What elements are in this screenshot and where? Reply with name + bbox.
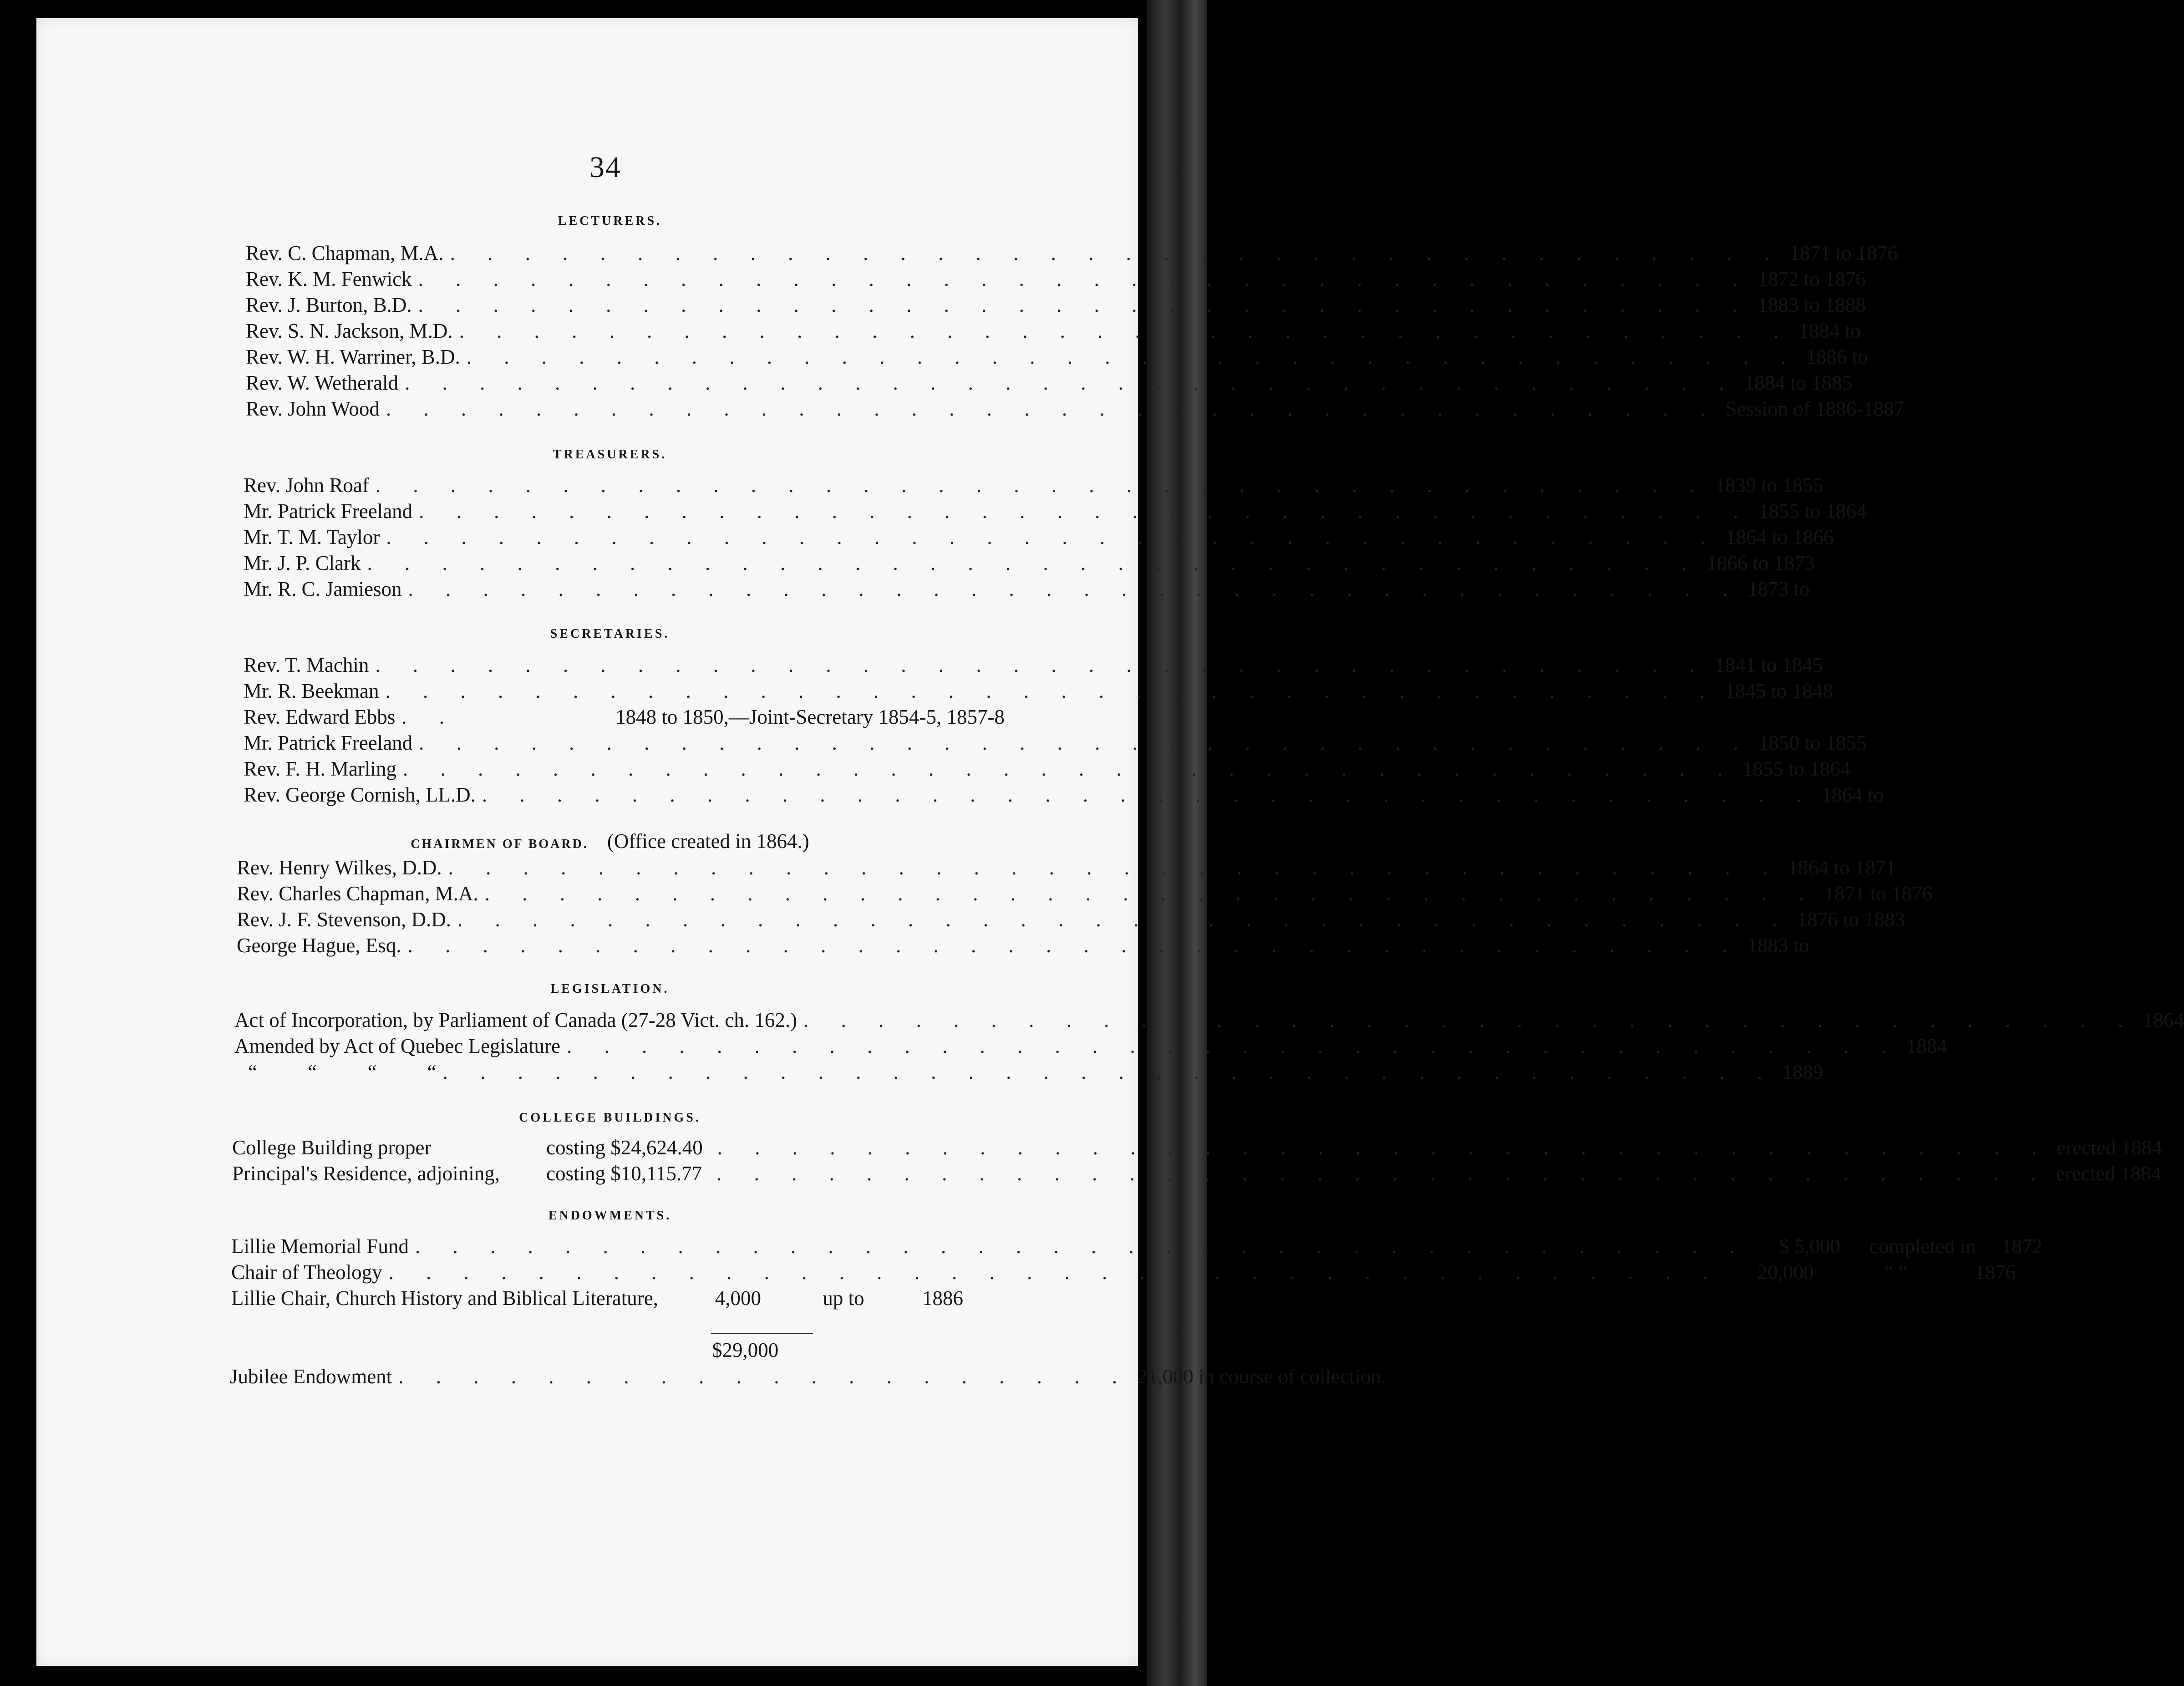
lecturers-name: Rev. W. H. Warriner, B.D. [246, 345, 460, 368]
chairmen-name: Rev. Henry Wilkes, D.D. [237, 856, 442, 879]
treasurers-dates: 1866 to 1873 [1707, 552, 1815, 574]
dot-leader: . . . . . . . . . . . . . . . . . . . . . . . . . . . . . . . . . . . . [484, 882, 1818, 905]
lecturers-row [246, 397, 1905, 424]
endowment-status: up to [823, 1287, 864, 1310]
dot-leader: . . . . . . . . . . . . . . . . . . . . . . . . . . . . . . . . . . . . [716, 1162, 2050, 1185]
secretaries-row [244, 679, 1833, 706]
treasurers-dates: 1864 to 1866 [1726, 526, 1834, 548]
dot-leader: . . . . . . . . . . . . . . . . . . . . . . . . . . . . . . . . . . . . [407, 934, 1741, 957]
jubilee-name: Jubilee Endowment [230, 1365, 392, 1388]
lecturers-dates: 1884 to [1798, 320, 1861, 342]
page-number: 34 [589, 151, 621, 184]
treasurers-name: Mr. Patrick Freeland [244, 500, 413, 523]
dot-leader: . . . . . . . . . . . . . . . . . . . . . . . . . . . . . . . . . . . . [450, 242, 1783, 264]
lecturers-name: Rev. S. N. Jackson, M.D. [246, 320, 453, 342]
endowment-amount: 20,000 [1757, 1261, 1814, 1284]
treasurers-dates: 1873 to [1747, 578, 1810, 600]
chairmen-name: Rev. J. F. Stevenson, D.D. [237, 908, 451, 931]
section-title-lecturers: LECTURERS. [558, 214, 662, 228]
endowment-row [231, 1286, 996, 1314]
legislation-row [234, 1060, 1823, 1087]
lecturers-dates: 1883 to 1888 [1757, 294, 1866, 316]
lecturers-dates: 1884 to 1885 [1744, 371, 1853, 394]
dot-leader: . . . . . . . . . . . . . . . . . . . . . . . . . . . . . . . . . . . . [457, 908, 1791, 931]
legislation-name: Amended by Act of Quebec Legislature [234, 1035, 561, 1057]
endowment-status: “ “ [1884, 1261, 1908, 1284]
lecturers-dates: 1886 to [1806, 345, 1868, 368]
legislation-year: 1864 [2143, 1009, 2184, 1031]
lecturers-name: Rev. C. Chapman, M.A. [246, 242, 444, 264]
dot-leader: . . . . . . . . . . . . . . . . . . . . . . . . . . . . . . . . . . . . [386, 397, 1719, 420]
legislation-name: Act of Incorporation, by Parliament of Canada (27-28 Vict. ch. 162.) [234, 1009, 797, 1031]
dot-leader: . . . . . . . . . . . . . . . . . . . . . . . . . . . . . . . . . . . . [385, 680, 1719, 702]
lecturers-name: Rev. K. M. Fenwick [246, 268, 412, 290]
building-name: College Building proper [232, 1136, 432, 1159]
endowment-year: 1886 [922, 1287, 963, 1310]
lecturers-row [246, 345, 1868, 372]
chairmen-row [237, 856, 1896, 883]
chairmen-dates: 1871 to 1876 [1824, 882, 1933, 905]
chairmen-name: Rev. Charles Chapman, M.A. [237, 882, 478, 905]
building-cost: costing $24,624.40 [546, 1136, 703, 1159]
endowment-amount: 4,000 [715, 1287, 761, 1310]
building-row [232, 1162, 2161, 1189]
legislation-row [234, 1008, 2184, 1036]
secretaries-dates: 1864 to [1821, 783, 1884, 806]
section-title-buildings: COLLEGE BUILDINGS. [519, 1111, 701, 1125]
dot-leader: . . . . . . . . . . . . . . . . . . . . . . . . . . . . . . . . . . . . [448, 856, 1782, 879]
dot-leader: . . . . . . . . . . . . . . . . . . . . . . . . . . . . . . . . . . . . [418, 294, 1752, 316]
dot-leader: . . . . . . . . . . . . . . . . . . . . [398, 1365, 1131, 1388]
dot-leader: . . . . . . . . . . . . . . . . . . . . . . . . . . . . . . . . . . . . [375, 654, 1709, 676]
secretaries-row [244, 653, 1823, 680]
legislation-name: “ “ “ “ [248, 1061, 437, 1083]
secretaries-name: Rev. George Cornish, LL.D. [244, 783, 476, 806]
endowment-amount: $ 5,000 [1778, 1235, 1840, 1258]
secretaries-dates: 1845 to 1848 [1725, 680, 1833, 702]
secretaries-name: Mr. Patrick Freeland [244, 731, 413, 754]
secretaries-row [244, 757, 1851, 784]
endowment-total-amount: $29,000 [712, 1339, 779, 1361]
dot-leader: . . . . . . . . . . . . . . . . . . . . . . . . . . . . . . . . . . . . [442, 1061, 1776, 1083]
lecturers-row [246, 267, 1866, 295]
chairmen-row [237, 908, 1905, 935]
lecturers-dates: 1871 to 1876 [1789, 242, 1898, 264]
endowment-year: 1872 [2001, 1235, 2042, 1258]
secretaries-dates: 1855 to 1864 [1742, 757, 1851, 780]
lecturers-row [246, 319, 1861, 346]
treasurers-name: Rev. John Roaf [244, 474, 369, 497]
lecturers-name: Rev. J. Burton, B.D. [246, 294, 412, 316]
secretaries-name: Rev. F. H. Marling [244, 757, 396, 780]
section-title-legislation: LEGISLATION. [550, 982, 670, 996]
secretaries-row [244, 783, 1884, 810]
building-row [232, 1136, 2162, 1163]
secretaries-name: Rev. Edward Ebbs [244, 706, 396, 728]
dot-leader: . . . . . . . . . . . . . . . . . . . . . . . . . . . . . . . . . . . . [405, 371, 1738, 394]
building-status: erected 1884 [2056, 1162, 2161, 1185]
endowment-year: 1876 [1975, 1261, 2016, 1284]
lecturers-row [246, 293, 1866, 320]
legislation-year: 1889 [1782, 1061, 1823, 1083]
endowment-name: Chair of Theology [231, 1261, 382, 1284]
chairmen-note: (Office created in 1864.) [607, 830, 809, 853]
treasurers-row [244, 551, 1815, 579]
chairmen-name: George Hague, Esq. [237, 934, 401, 957]
section-title-chairmen [0, 829, 1220, 853]
lecturers-dates: 1872 to 1876 [1757, 268, 1866, 290]
building-name: Principal's Residence, adjoining, [232, 1162, 500, 1185]
dot-leader: . . . . . . . . . . . . . . . . . . . . . . . . . . . . . . . . . . . . [386, 526, 1720, 548]
treasurers-dates: 1855 to 1864 [1758, 500, 1867, 523]
dot-leader: . . . . . . . . . . . . . . . . . . . . . . . . . . . . . . . . . . . . [717, 1136, 2051, 1159]
dot-leader: . . . . . . . . . . . . . . . . . . . . . . . . . . . . . . . . . . . . [482, 783, 1815, 806]
endowment-name: Lillie Chair, Church History and Biblical Literature, [231, 1287, 658, 1310]
lecturers-row [246, 371, 1853, 398]
dot-leader: . . . . . . . . . . . . . . . . . . . . . . . . . . . . . . . . . . . . [459, 320, 1793, 342]
lecturers-row [246, 241, 1898, 269]
dot-leader: . . . . . . . . . . . . . . . . . . . . . . . . . . . . . . . . . . . . [415, 1235, 1748, 1258]
treasurers-dates: 1839 to 1855 [1715, 474, 1823, 497]
section-title-endowments: ENDOWMENTS. [548, 1209, 672, 1223]
treasurers-row [244, 525, 1834, 553]
dot-leader: . . . . . . . . . . . . . . . . . . . . . . . . . . . . . . . . . . . . [388, 1261, 1722, 1284]
secretaries-dates: 1848 to 1850,—Joint-Secretary 1854-5, 1857-8 [615, 706, 1005, 728]
chairmen-dates: 1864 to 1871 [1788, 856, 1896, 879]
treasurers-row [244, 499, 1867, 527]
dot-leader: . . . . . . . . . . . . . . . . . . . . . . . . . . . . . . . . . . . . [419, 731, 1752, 754]
dot-leader: . . [401, 706, 458, 728]
secretaries-row [244, 731, 1867, 758]
dot-leader: . . . . . . . . . . . . . . . . . . . . . . . . . . . . . . . . . . . . [402, 757, 1736, 780]
dot-leader: . . . . . . . . . . . . . . . . . . . . . . . . . . . . . . . . . . . . [419, 500, 1752, 523]
treasurers-row [244, 473, 1823, 501]
section-title-secretaries: SECRETARIES. [550, 627, 670, 641]
secretaries-row [244, 705, 1005, 732]
secretaries-dates: 1841 to 1845 [1715, 654, 1823, 676]
chairmen-dates: 1883 to [1747, 934, 1809, 957]
legislation-year: 1884 [1906, 1035, 1947, 1057]
legislation-row [234, 1034, 1947, 1061]
endowment-total [712, 1338, 848, 1366]
treasurers-name: Mr. T. M. Taylor [244, 526, 380, 548]
endowment-row [231, 1260, 2016, 1288]
dot-leader: . . . . . . . . . . . . . . . . . . . . . . . . . . . . . . . . . . . . [803, 1009, 2137, 1031]
building-cost: costing $10,115.77 [546, 1162, 702, 1185]
treasurers-name: Mr. R. C. Jamieson [244, 578, 402, 600]
lecturers-name: Rev. W. Wetherald [246, 371, 399, 394]
dot-leader: . . . . . . . . . . . . . . . . . . . . . . . . . . . . . . . . . . . . [408, 578, 1742, 600]
dot-leader: . . . . . . . . . . . . . . . . . . . . . . . . . . . . . . . . . . . . [418, 268, 1752, 290]
dot-leader: . . . . . . . . . . . . . . . . . . . . . . . . . . . . . . . . . . . . [375, 474, 1709, 497]
section-title-treasurers: TREASURERS. [553, 447, 667, 462]
building-status: erected 1884 [2057, 1136, 2162, 1159]
dot-leader: . . . . . . . . . . . . . . . . . . . . . . . . . . . . . . . . . . . . [567, 1035, 1900, 1057]
treasurers-row [244, 577, 1810, 604]
endowment-status: completed in [1869, 1235, 1976, 1258]
chairmen-title: CHAIRMEN OF BOARD. [411, 837, 589, 851]
lecturers-dates: Session of 1886-1887 [1725, 397, 1905, 420]
chairmen-row [237, 882, 1933, 909]
secretaries-name: Rev. T. Machin [244, 654, 369, 676]
treasurers-name: Mr. J. P. Clark [244, 552, 361, 574]
jubilee-status: in course of collection. [1198, 1365, 1387, 1388]
jubilee-amount: 21,000 [1137, 1365, 1194, 1388]
secretaries-dates: 1850 to 1855 [1758, 731, 1867, 754]
chairmen-row [237, 934, 1809, 961]
total-rule [711, 1333, 813, 1334]
dot-leader: . . . . . . . . . . . . . . . . . . . . . . . . . . . . . . . . . . . . [367, 552, 1701, 574]
jubilee-row [230, 1365, 1387, 1392]
endowment-name: Lillie Memorial Fund [231, 1235, 409, 1258]
lecturers-name: Rev. John Wood [246, 397, 380, 420]
chairmen-dates: 1876 to 1883 [1797, 908, 1905, 931]
endowment-row [231, 1234, 2042, 1262]
dot-leader: . . . . . . . . . . . . . . . . . . . . . . . . . . . . . . . . . . . . [466, 345, 1800, 368]
secretaries-name: Mr. R. Beekman [244, 680, 379, 702]
